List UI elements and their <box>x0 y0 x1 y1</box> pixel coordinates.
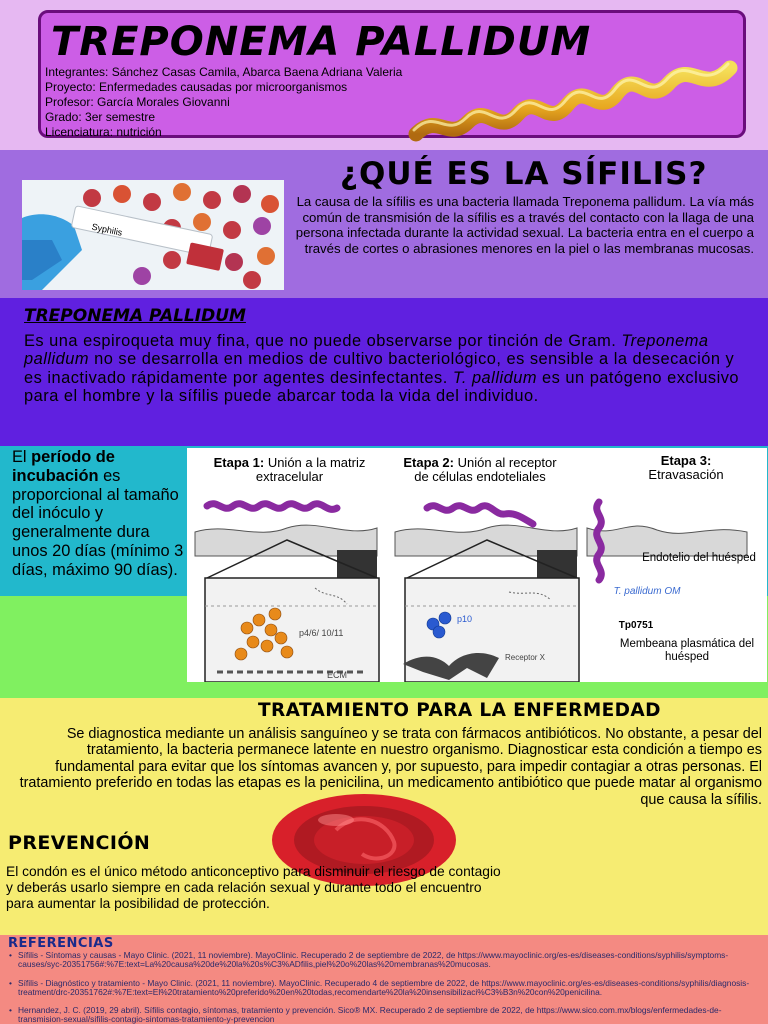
p10-label: p10 <box>457 614 473 624</box>
receptor-label: Receptor X <box>505 653 546 662</box>
prevention-heading: PREVENCIÓN <box>8 832 151 854</box>
meta-profesor: Profesor: García Morales Giovanni <box>45 95 230 109</box>
treatment-section <box>0 698 768 935</box>
tp-text-part: no se desarrolla en medios de cultivo bacteriológico, es sensible a la desecación y es inactivado rápidamente por agentes desinfectantes. <box>24 350 735 387</box>
reference-item: • Hernandez, J. C. (2019, 29 abril). Sífilis contagio, síntomas, tratamiento y prevención. Sico® MX. Recuperado 2 de septiembre de 2022, de https://www.sico.com.mx/blogs/enfermedades-de-transmision-sexual/sifilis-contagio-sintomas-tratamiento-y-prevencion <box>18 1006 758 1024</box>
prevention-text <box>6 864 766 912</box>
prevention-line: para aumentar la posibilidad de protección. <box>6 896 270 911</box>
meta-grado: Grado: 3er semestre <box>45 110 156 124</box>
stage-3-title: Etapa 3: <box>660 453 712 468</box>
meta-proyecto: Proyecto: Enfermedades causadas por microorganismos <box>45 80 348 94</box>
membrana-label: Membeana plasmática del huésped <box>619 638 755 663</box>
stage-1-text: Unión a la matriz extracelular <box>255 455 366 484</box>
treponema-section <box>0 298 768 446</box>
inc-text-bold: período de incubación <box>12 448 115 485</box>
om-label: T. pallidum OM <box>613 586 681 597</box>
treatment-text: Se diagnostica mediante un análisis sanguíneo y se trata con fármacos antibióticos. No obstante, a pesar del tratamiento, la bacteria permanece latente en nuestro organismo. Diagnosticar esta condición a tiempo es fundamental para evitar que los síntomas avancen y, por supuesto, para impedir contagiar a otras personas. El tratamiento preferido en todas las etapas es la penicilina, un medicamento antibiótico que puede matar al organismo que causa la sífilis. <box>19 726 762 808</box>
header-section <box>0 0 768 150</box>
ligand-label: p4/6/ 10/11 <box>299 628 344 638</box>
meta-integrantes: Integrantes: Sánchez Casas Camila, Abarca Baena Adriana Valeria <box>45 65 403 79</box>
endotelio-label: Endotelio del huésped <box>642 552 756 564</box>
incubation-text <box>12 448 188 580</box>
test-tubes-icon <box>22 180 284 290</box>
stage-2-title: Etapa 2: <box>403 455 454 470</box>
tp-text-part: Es una espiroqueta muy fina, que no puede observarse por tinción de Gram. <box>24 332 622 350</box>
treponema-text <box>24 332 746 406</box>
ecm-label: ECM <box>327 670 347 680</box>
what-text: La causa de la sífilis es una bacteria llamada Treponema pallidum. La vía más común de transmisión de la sífilis es a través del contacto con la llaga de una persona infectada durante la actividad sexual. La bacteria entra en el cuerpo a través de cortes o abrasiones menores en la piel o las membranas mucosas. <box>295 194 754 256</box>
blood-sample-photo <box>22 180 284 290</box>
spirochete-illustration <box>408 52 738 144</box>
what-is-syphilis-section <box>0 150 768 298</box>
stage-1-title: Etapa 1: <box>213 455 265 470</box>
tp-text-italic: Treponema pallidum <box>24 332 709 369</box>
prevention-line: El condón es el único método anticonceptivo para disminuir el riesgo de contagio <box>6 864 501 879</box>
inc-text-part: El <box>12 448 32 466</box>
references-heading: REFERENCIAS <box>8 936 114 951</box>
tp-text-italic: T. pallidum <box>452 368 537 387</box>
page-title: TREPONEMA PALLIDUM <box>51 19 592 65</box>
what-heading: ¿QUÉ ES LA SÍFILIS? <box>340 156 708 192</box>
tube-label: Syphilis <box>90 221 124 238</box>
infection-stages-diagram <box>187 448 767 682</box>
references-section <box>0 935 768 1024</box>
treponema-heading: TREPONEMA PALLIDUM <box>24 306 246 326</box>
inc-text-part: es proporcional al tamaño del inóculo y generalmente dura unos 20 días (mínimo 3 días, máximo 90 días). <box>12 466 184 579</box>
reference-item: • Sífilis - Síntomas y causas - Mayo Clinic. (2021, 11 noviembre). MayoClinic. Recuperado 2 de septiembre de 2022, de https://www.mayoclinic.org/es-es/diseases-conditions/syphilis/symptoms-causes/syc-20351756#:%7E:text=La%20causa%20de%20la%20s%C3%ADfilis,piel%20o%20las%20membranas%20mucosas. <box>18 951 758 969</box>
stage-1-label <box>197 456 382 484</box>
stage-3-text: Etravasación <box>648 467 724 482</box>
treatment-heading: TRATAMIENTO PARA LA ENFERMEDAD <box>258 700 661 721</box>
tp-text-part: es un patógeno exclusivo para el hombre y la sífilis puede abarcar toda la vida del individuo. <box>24 368 740 406</box>
meta-licenciatura: Licenciatura: nutrición <box>45 125 162 139</box>
prevention-line: y deberás usarlo siempre en cada relación sexual y durante todo el encuentro <box>6 880 482 895</box>
tp0751-label: Tp0751 <box>618 620 654 631</box>
stage-3-label <box>611 454 761 482</box>
stage-2-text: Unión al receptor de células endoteliales <box>414 455 557 484</box>
stage-2-label <box>395 456 565 484</box>
reference-item: • Sífilis - Diagnóstico y tratamiento - Mayo Clinic. (2021, 11 noviembre). MayoClinic. Recuperado 4 de septiembre de 2022, de https://www.mayoclinic.org/es-es/diseases-conditions/syphilis/diagnosis-treatment/drc-20351762#:%7E:text=El%20tratamiento%20preferido%20en%20todas,recomendarte%20la%20insensibilizaci%C3%B3n%20con%20penicilina. <box>18 979 758 997</box>
